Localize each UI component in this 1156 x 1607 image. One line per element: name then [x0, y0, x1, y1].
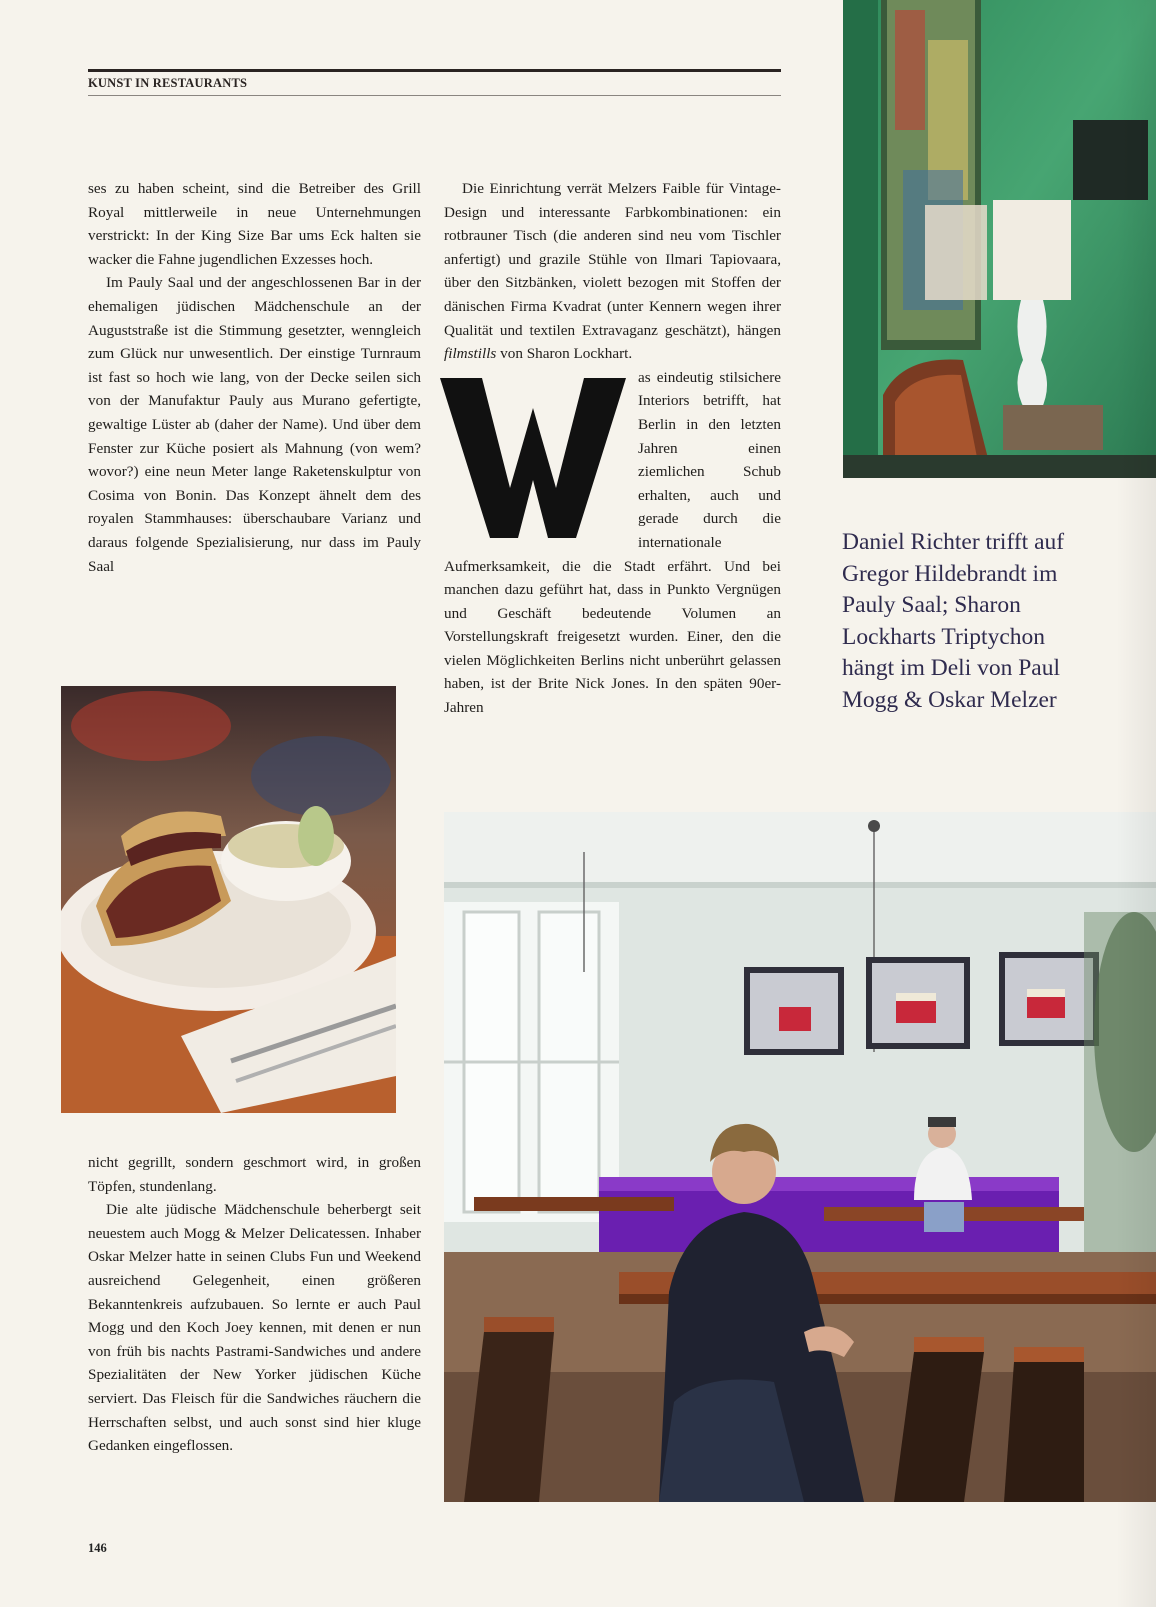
- photo-image: [61, 686, 396, 1113]
- page-number: 146: [88, 1541, 107, 1555]
- paragraph: Die alte jüdische Mädchenschule beherbergt seit neuestem auch Mogg & Melzer Delicatessen. Inhaber Oskar Melzer hatte in seinen Clubs Fun und Weekend ausreichend Gelegenheit, einen größeren Bekanntenkreis aufzubauen. So lernte er auch Paul Mogg und den Koch Joey kennen, mit denen er nun von früh bis nachts Pastrami-Sandwiches und andere Spezialitäten der New Yorker jüdischen Küche serviert. Das Fleisch für die Sandwiches räuchern die Herrschaften selbst, und auch sonst sind hier kluge Gedanken eingeflossen.: [88, 1201, 421, 1455]
- photo-green-wall-lamp: [843, 0, 1156, 478]
- photo-caption: [842, 527, 1082, 716]
- photo-pastrami-sandwich: [61, 686, 396, 1113]
- header-thin-rule: [88, 95, 781, 96]
- emphasis-filmstills: filmstills: [444, 345, 497, 363]
- caption-text: Daniel Richter trifft auf Gregor Hildebrandt im Pauly Saal; Sharon Lockharts Triptychon hängt im Deli von Paul Mogg & Oskar Melzer: [842, 529, 1065, 713]
- paragraph: [444, 177, 781, 366]
- dropcap-paragraph: [444, 366, 781, 720]
- photo-deli-room-triptych: [444, 812, 1156, 1502]
- dropcap: [436, 370, 630, 542]
- header-rule: [88, 69, 781, 72]
- photo-image: [444, 812, 1156, 1502]
- paragraph-text: von Sharon Lockhart.: [496, 345, 633, 363]
- paragraph: as eindeutig stilsichere Interiors betrifft, hat Berlin in den letzten Jahren einen ziemlichen Schub erhalten, auch und gerade durch die internationale Aufmerksamkeit, die die Stadt erfährt. Und bei manchen dazu geführt hat, dass in Punkto Vergnügen und Geschäft bedeutende Volumen an Vorstellungskraft freigesetzt wurden. Einer, den die vielen Möglichkeiten Berlins nicht unberührt gelassen haben, ist der Brite Nick Jones. In den späten 90er-Jahren: [444, 368, 781, 717]
- dropcap-glyph: [436, 370, 630, 542]
- article-column-left-bottom: [88, 1151, 421, 1458]
- paragraph: ses zu haben scheint, sind die Betreiber des Grill Royal mittlerweile in neue Unternehmungen verstrickt: In der King Size Bar ums Eck halten sie wacker die Fahne jugendlichen Exzesses hoch.: [88, 180, 421, 268]
- paragraph-text: Die Einrichtung verrät Melzers Faible für Vintage-Design und interessante Farbkombinationen: ein rotbrauner Tisch (die anderen sind neu vom Tischler anfertigt) und grazile Stühle von Ilmari Tapiovaara, über den Sitzbänken, violett bezogen mit Stoffen der dänischen Firma Kvadrat (unter Kennern wegen ihrer Qualität und textilen Extravaganz geschätzt), hängen: [444, 180, 781, 339]
- paragraph: Im Pauly Saal und der angeschlossenen Bar in der ehemaligen jüdischen Mädchenschule an der Auguststraße ist die Stimmung gesetzter, wenngleich zum Glück nur unwesentlich. Der einstige Turnraum ist fast so hoch wie lang, von der Decke seilen sich von der Manufaktur Pauly aus Murano gefertigte, gewaltige Lüster ab (daher der Name). Und über dem Fenster zur Küche posiert als Mahnung (von wem? wovor?) eine neun Meter lange Raketenskulptur von Cosima von Bonin. Das Konzept ähnelt dem des royalen Stammhauses: überschaubare Varianz und daraus folgende Spezialisierung, nur dass im Pauly Saal: [88, 274, 421, 575]
- article-column-left-top: [88, 177, 421, 578]
- photo-image: [843, 0, 1156, 478]
- dropcap-letter: [436, 370, 437, 394]
- section-label: KUNST IN RESTAURANTS: [88, 76, 248, 90]
- article-column-middle: [444, 177, 781, 720]
- paragraph: nicht gegrillt, sondern geschmort wird, in großen Töpfen, stundenlang.: [88, 1154, 421, 1195]
